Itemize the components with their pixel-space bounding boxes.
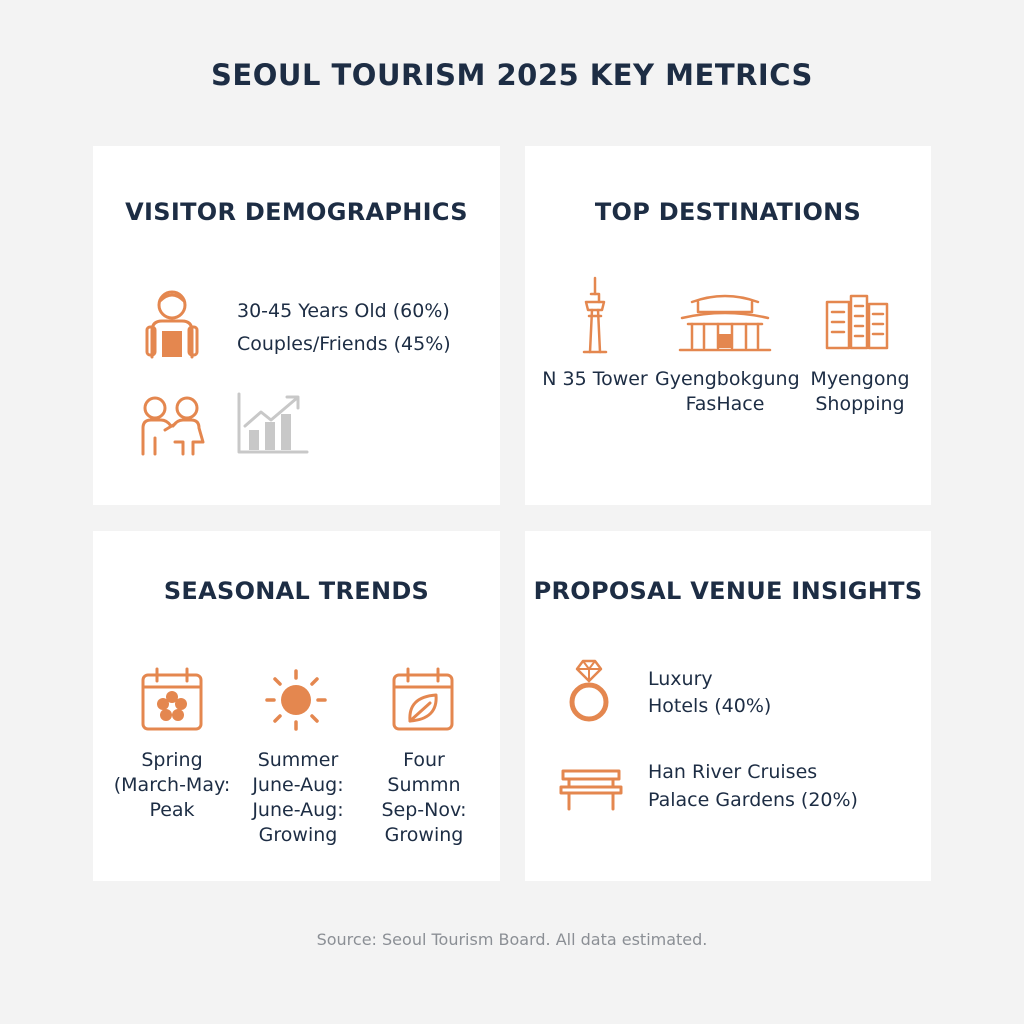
season-fall-line3: Sep-Nov: xyxy=(381,799,467,821)
palace-icon xyxy=(678,294,772,352)
age-group-stat: 30-45 Years Old (60%) xyxy=(237,300,450,322)
season-spring-line1: Spring xyxy=(141,749,203,771)
seasonal-trends-card xyxy=(93,531,500,881)
venue-cruises-line1: Han River Cruises xyxy=(648,761,818,783)
season-spring-line3: Peak xyxy=(149,799,195,821)
proposal-venue-insights-card xyxy=(525,531,931,881)
page-title: SEOUL TOURISM 2025 KEY METRICS xyxy=(211,58,813,92)
shopping-building-icon xyxy=(825,294,889,350)
season-summer-line1: Summer xyxy=(257,749,339,771)
destination-label-tower: N 35 Tower xyxy=(542,368,648,390)
diamond-ring-icon xyxy=(565,659,613,723)
season-fall-line4: Growing xyxy=(384,824,464,846)
couple-icon xyxy=(135,394,209,456)
proposal-venue-insights-title: PROPOSAL VENUE INSIGHTS xyxy=(533,577,923,605)
bench-icon xyxy=(559,769,623,811)
venue-hotels-line2: Hotels (40%) xyxy=(648,695,772,717)
visitor-demographics-card xyxy=(93,146,500,505)
venue-gardens-line2: Palace Gardens (20%) xyxy=(648,789,858,811)
source-note: Source: Seoul Tourism Board. All data estimated. xyxy=(316,930,708,949)
top-destinations-card xyxy=(525,146,931,505)
seasonal-trends-title: SEASONAL TRENDS xyxy=(163,577,430,605)
destination-label-shopping-2: Shopping xyxy=(815,393,905,415)
destination-label-palace: Gyengbokgung xyxy=(655,368,800,390)
season-summer-line2: June-Aug: xyxy=(252,774,344,796)
destination-label-palace-2: FasHace xyxy=(685,393,765,415)
season-summer-line4: Growing xyxy=(258,824,338,846)
tower-icon xyxy=(580,276,610,354)
top-destinations-title: TOP DESTINATIONS xyxy=(594,198,862,226)
season-fall-line1: Four xyxy=(403,749,445,771)
season-spring-line2: (March-May: xyxy=(113,774,231,796)
calendar-blossom-icon xyxy=(141,667,203,731)
destination-label-shopping: Myengong xyxy=(810,368,910,390)
sun-icon xyxy=(265,669,327,731)
traveler-icon xyxy=(143,289,201,359)
venue-hotels-line1: Luxury xyxy=(648,668,713,690)
companion-stat: Couples/Friends (45%) xyxy=(237,333,451,355)
calendar-leaf-icon xyxy=(392,667,454,731)
visitor-demographics-title: VISITOR DEMOGRAPHICS xyxy=(125,198,468,226)
season-fall-line2: Summn xyxy=(387,774,461,796)
growth-chart-icon xyxy=(237,392,309,454)
season-summer-line3: June-Aug: xyxy=(252,799,344,821)
